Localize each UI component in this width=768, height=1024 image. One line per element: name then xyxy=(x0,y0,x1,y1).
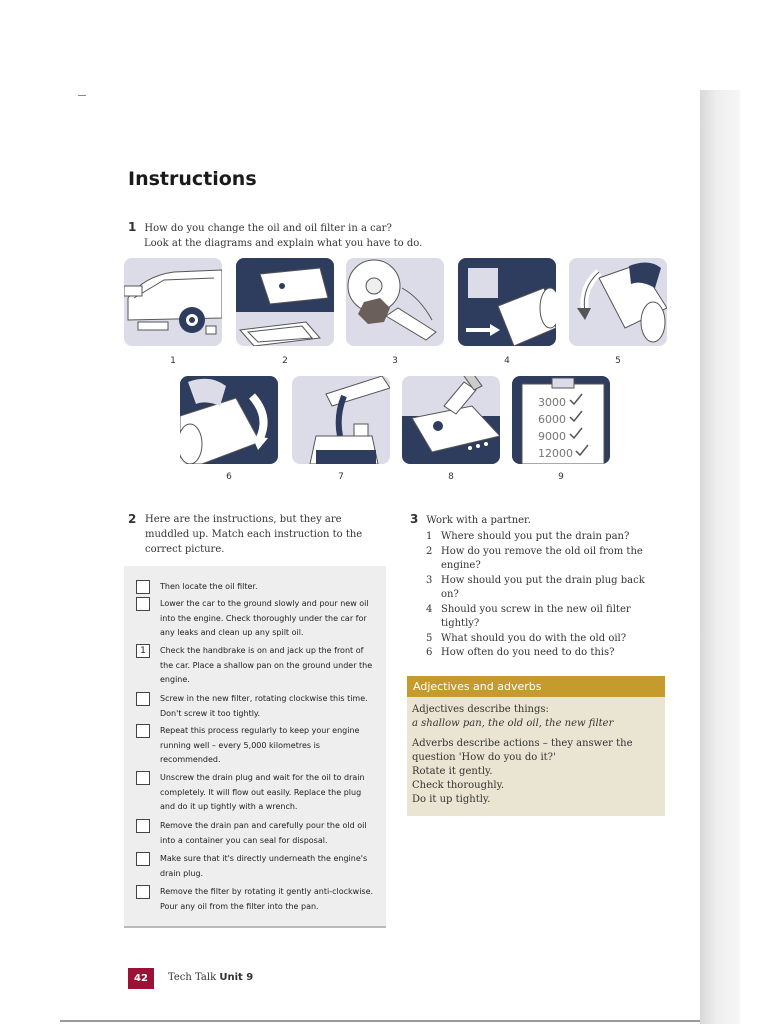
exercise-1 xyxy=(128,220,422,251)
adj-line-1: Adjectives describe things: xyxy=(412,704,549,715)
diagram-label-2: 2 xyxy=(282,356,288,366)
diagram-3-wrench-plug xyxy=(346,258,444,346)
match-checkbox[interactable] xyxy=(136,597,150,611)
match-checkbox[interactable] xyxy=(136,724,150,738)
exercise-1-line2: Look at the diagrams and explain what you have to do. xyxy=(144,238,423,249)
instructions-box xyxy=(124,566,386,928)
diagram-label-5: 5 xyxy=(615,356,621,366)
question-item: 2 How do you remove the old oil from the engine? xyxy=(426,545,643,571)
diagram-2-drain-pan xyxy=(236,258,334,346)
instruction-text: Unscrew the drain plug and wait for the oil to drain completely. It will flow out easily. Replace the plug and do it up tightly with a wrench. xyxy=(160,773,365,811)
checklist-6000: 6000 xyxy=(538,413,566,426)
exercise-1-line1: How do you change the oil and oil filter in a car? xyxy=(144,223,392,234)
instruction-text: Remove the filter by rotating it gently anti-clockwise. Pour any oil from the filter into the pan. xyxy=(160,887,374,911)
checklist-9000: 9000 xyxy=(538,430,566,443)
match-checkbox[interactable] xyxy=(136,692,150,706)
match-checkbox[interactable] xyxy=(136,885,150,899)
page-number: 42 xyxy=(128,968,154,989)
page-bottom-edge xyxy=(60,1020,700,1022)
exercise-1-number: 1 xyxy=(128,220,137,234)
diagram-label-7: 7 xyxy=(338,472,344,482)
adjectives-adverbs-box xyxy=(407,676,665,816)
question-item: 4 Should you screw in the new oil filter tightly? xyxy=(426,603,631,629)
diagram-label-3: 3 xyxy=(392,356,398,366)
page-edge-shadow xyxy=(700,90,740,1024)
checklist-12000: 12000 xyxy=(538,447,573,460)
exercise-3 xyxy=(410,512,531,526)
exercise-3-questions xyxy=(426,530,656,661)
exercise-3-text: Work with a partner. xyxy=(426,515,531,526)
diagram-1-car-jack xyxy=(124,258,222,346)
scan-mark xyxy=(78,95,86,96)
diagram-label-6: 6 xyxy=(226,472,232,482)
diagram-5-remove-filter xyxy=(569,258,667,346)
match-checkbox[interactable] xyxy=(136,852,150,866)
diagram-label-9: 9 xyxy=(558,472,564,482)
adj-line-3: Adverbs describe actions – they answer the question 'How do you do it?' xyxy=(412,738,633,763)
diagram-4-oil-filter xyxy=(458,258,556,346)
adj-line-6: Do it up tightly. xyxy=(412,794,491,805)
adj-line-4: Rotate it gently. xyxy=(412,766,493,777)
match-checkbox[interactable]: 1 xyxy=(136,644,150,658)
match-checkbox[interactable] xyxy=(136,771,150,785)
instruction-text: Remove the drain pan and carefully pour the old oil into a container you can seal for disposal. xyxy=(160,821,367,845)
book-title: Tech Talk xyxy=(168,972,217,983)
diagram-8-refill-engine xyxy=(402,376,500,464)
match-checkbox[interactable] xyxy=(136,819,150,833)
instruction-text: Make sure that it's directly underneath the engine's drain plug. xyxy=(160,854,368,878)
diagram-9-service-checklist xyxy=(512,376,610,464)
exercise-2-text: Here are the instructions, but they are muddled up. Match each instruction to the correct picture. xyxy=(145,514,363,555)
diagram-label-8: 8 xyxy=(448,472,454,482)
unit-label: Unit 9 xyxy=(219,972,254,983)
footer-text xyxy=(168,972,253,983)
page-title: Instructions xyxy=(128,168,257,190)
question-item: 3 How should you put the drain plug back on? xyxy=(426,574,645,600)
question-item: 6 How often do you need to do this? xyxy=(426,647,615,658)
instruction-text: Check the handbrake is on and jack up the front of the car. Place a shallow pan on the ground under the engine. xyxy=(160,646,373,684)
adjectives-adverbs-heading: Adjectives and adverbs xyxy=(407,676,665,697)
adj-line-2: a shallow pan, the old oil, the new filter xyxy=(412,718,614,729)
exercise-3-number: 3 xyxy=(410,512,419,526)
diagram-7-pour-oil xyxy=(292,376,390,464)
match-checkbox[interactable] xyxy=(136,580,150,594)
diagram-label-1: 1 xyxy=(170,356,176,366)
checklist-3000: 3000 xyxy=(538,396,566,409)
instruction-text: Lower the car to the ground slowly and pour new oil into the engine. Check thoroughly under the car for any leaks and clean up any spilt oil. xyxy=(160,599,369,637)
adj-line-5: Check thoroughly. xyxy=(412,780,505,791)
instruction-text: Screw in the new filter, rotating clockwise this time. Don't screw it too tightly. xyxy=(160,694,368,718)
question-item: 5 What should you do with the old oil? xyxy=(426,632,627,644)
exercise-2-number: 2 xyxy=(128,512,137,526)
instruction-text: Then locate the oil filter. xyxy=(160,582,258,591)
diagram-6-new-filter xyxy=(180,376,278,464)
diagram-label-4: 4 xyxy=(504,356,510,366)
question-item: 1 Where should you put the drain pan? xyxy=(426,531,630,542)
exercise-2 xyxy=(128,512,388,557)
instruction-text: Repeat this process regularly to keep your engine running well – every 5,000 kilometres is recommended. xyxy=(160,726,360,764)
